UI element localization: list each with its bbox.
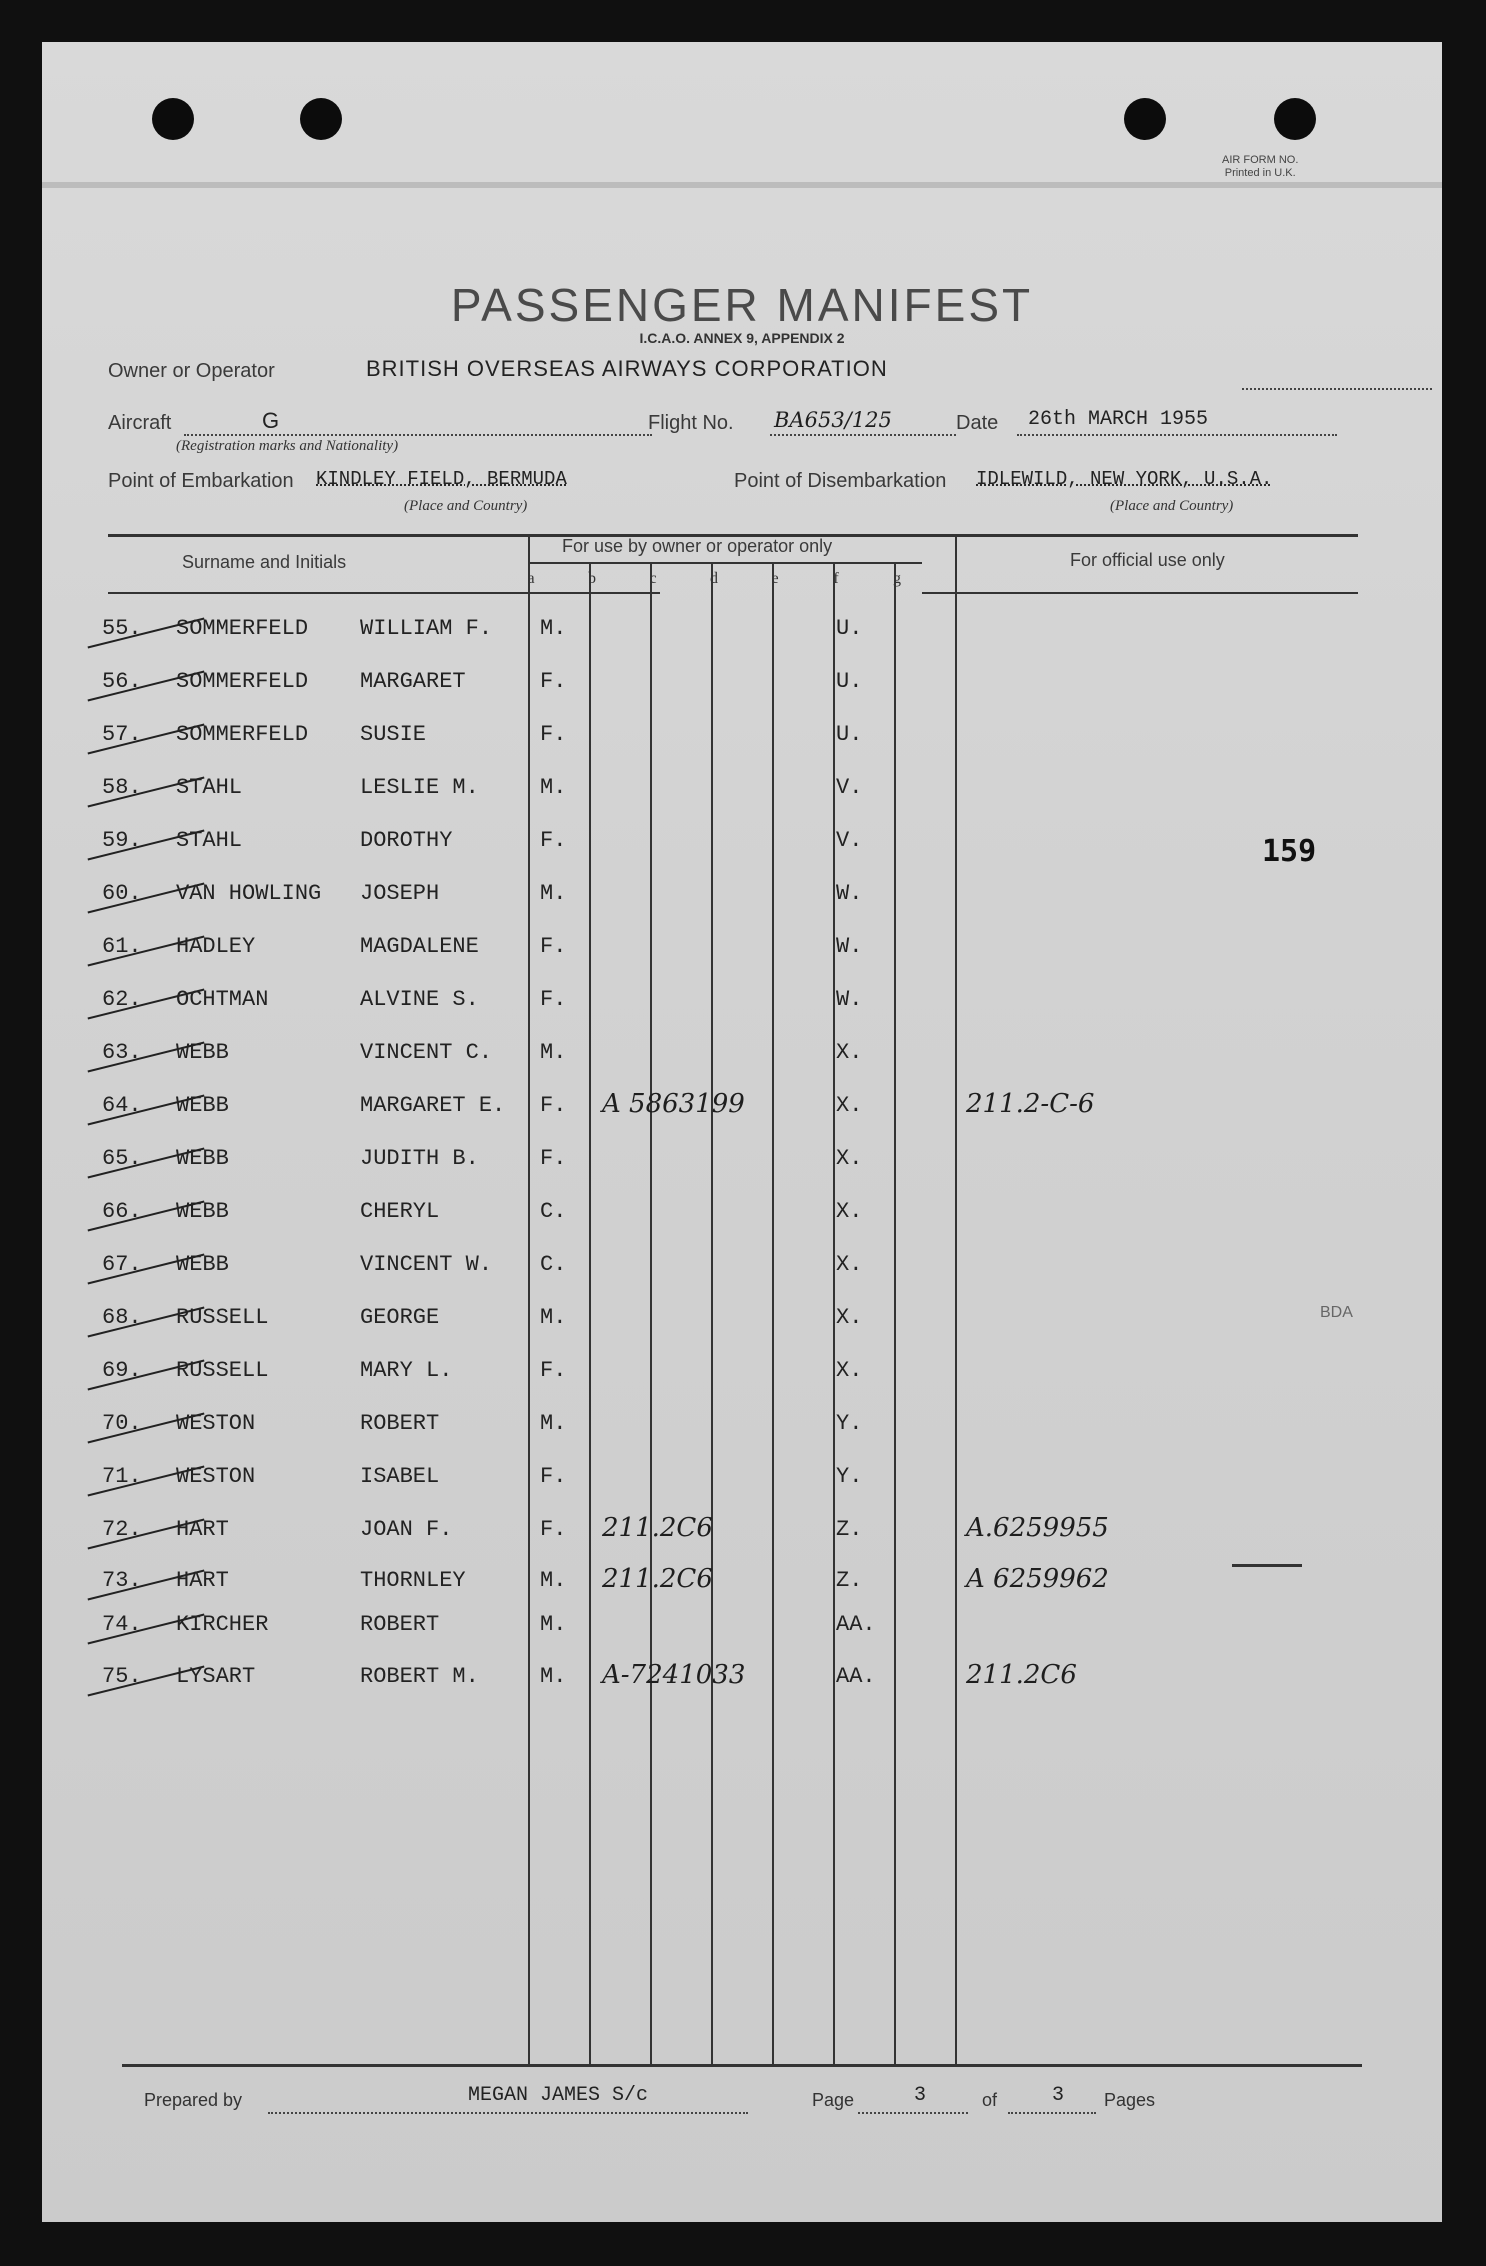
row-surname: WEBB (176, 1093, 229, 1118)
table-row (42, 1146, 1442, 1176)
row-col-a: M. (540, 616, 567, 641)
row-number: 59. (102, 828, 142, 853)
row-col-f: W. (836, 987, 863, 1012)
row-col-a: C. (540, 1199, 567, 1224)
col-official-header: For official use only (1070, 550, 1225, 570)
row-number: 72. (102, 1517, 142, 1542)
row-number: 61. (102, 934, 142, 959)
row-col-f: X. (836, 1146, 863, 1171)
table-header-rule-left (108, 592, 660, 594)
row-official-handwritten: A 6259962 (966, 1564, 1109, 1594)
row-number: 69. (102, 1358, 142, 1383)
row-number: 58. (102, 775, 142, 800)
row-surname: WEBB (176, 1146, 229, 1171)
row-number: 65. (102, 1146, 142, 1171)
row-col-a: F. (540, 1093, 567, 1118)
row-surname: WESTON (176, 1411, 256, 1436)
row-official-handwritten: 211.2-C-6 (966, 1089, 1095, 1119)
row-col-f: W. (836, 934, 863, 959)
manifest-sheet (42, 42, 1442, 2222)
row-col-f: U. (836, 722, 863, 747)
row-number: 64. (102, 1093, 142, 1118)
table-row (42, 881, 1442, 911)
row-given-names: ROBERT (360, 1411, 440, 1436)
official-number: 159 (1262, 834, 1317, 869)
table-row (42, 1411, 1442, 1441)
row-col-a: F. (540, 1146, 567, 1171)
stray-text: BDA (1320, 1304, 1353, 1321)
row-surname: WEBB (176, 1040, 229, 1065)
row-surname: STAHL (176, 775, 243, 800)
table-row (42, 934, 1442, 964)
printed-in-text: Printed in U.K. (1224, 167, 1296, 179)
row-col-a: M. (540, 1612, 567, 1637)
row-given-names: JOSEPH (360, 881, 440, 906)
row-given-names: VINCENT C. (360, 1040, 493, 1065)
disembark-label: Point of Disembarkation (734, 470, 947, 492)
page-label: Page (812, 2090, 855, 2110)
table-header-rule-right (922, 592, 1358, 594)
top-rule (42, 182, 1442, 188)
row-col-bcd-handwritten: A 5863199 (602, 1089, 745, 1119)
row-number: 55. (102, 616, 142, 641)
row-number: 57. (102, 722, 142, 747)
table-row (42, 1464, 1442, 1494)
prepared-value: MEGAN JAMES S/c (468, 2084, 649, 2107)
embark-value: KINDLEY FIELD, BERMUDA (316, 468, 567, 490)
table-row (42, 1040, 1442, 1070)
pages-label: Pages (1104, 2090, 1156, 2110)
row-number: 73. (102, 1568, 142, 1593)
row-col-f: U. (836, 616, 863, 641)
table-row (42, 1252, 1442, 1282)
row-number: 67. (102, 1252, 142, 1277)
row-col-a: F. (540, 987, 567, 1012)
col-c-header: c (649, 570, 657, 587)
flight-label: Flight No. (648, 412, 734, 434)
col-name-header: Surname and Initials (182, 552, 347, 572)
row-given-names: VINCENT W. (360, 1252, 493, 1277)
owner-label: Owner or Operator (108, 360, 275, 382)
stray-mark (1232, 1564, 1302, 1567)
table-row (42, 1513, 1442, 1547)
row-col-a: F. (540, 669, 567, 694)
row-given-names: WILLIAM F. (360, 616, 493, 641)
row-col-a: F. (540, 722, 567, 747)
row-given-names: ISABEL (360, 1464, 440, 1489)
punch-hole (1124, 98, 1166, 140)
row-official-handwritten: A.6259955 (966, 1513, 1109, 1543)
aircraft-dotline (184, 434, 652, 436)
row-surname: VAN HOWLING (176, 881, 322, 906)
row-given-names: ROBERT M. (360, 1664, 479, 1689)
form-number (1222, 154, 1298, 180)
col-divider (528, 534, 530, 2064)
page-value: 3 (914, 2084, 927, 2107)
col-b-header: b (588, 570, 596, 587)
row-col-f: V. (836, 775, 863, 800)
punch-hole (152, 98, 194, 140)
form-number-text: AIR FORM NO. (1222, 154, 1299, 166)
row-surname: WESTON (176, 1464, 256, 1489)
col-d-header: d (710, 570, 718, 587)
row-col-f: Y. (836, 1411, 863, 1436)
row-surname: WEBB (176, 1199, 229, 1224)
date-dotline (1017, 434, 1337, 436)
row-number: 71. (102, 1464, 142, 1489)
row-given-names: MARY L. (360, 1358, 453, 1383)
row-col-f: AA. (836, 1664, 876, 1689)
row-official-handwritten: 211.2C6 (966, 1660, 1077, 1690)
col-f-header: f (833, 570, 839, 587)
table-subheader-rule (528, 562, 922, 564)
table-row (42, 1660, 1442, 1694)
row-surname: KIRCHER (176, 1612, 269, 1637)
punch-hole (1274, 98, 1316, 140)
row-number: 60. (102, 881, 142, 906)
embark-note: (Place and Country) (404, 498, 528, 514)
table-row (42, 987, 1442, 1017)
col-owner-use-header: For use by owner or operator only (562, 536, 833, 556)
table-row (42, 1089, 1442, 1123)
aircraft-value: G (262, 408, 280, 433)
row-number: 70. (102, 1411, 142, 1436)
row-col-bcd-handwritten: 211.2C6 (602, 1564, 713, 1594)
col-e-header: e (771, 570, 779, 587)
row-given-names: ROBERT (360, 1612, 440, 1637)
table-row (42, 616, 1442, 646)
row-number: 63. (102, 1040, 142, 1065)
date-label: Date (956, 412, 999, 434)
row-surname: SOMMERFELD (176, 722, 309, 747)
row-col-a: M. (540, 1411, 567, 1436)
footer-rule (122, 2064, 1362, 2067)
table-row (42, 722, 1442, 752)
row-col-f: W. (836, 881, 863, 906)
of-dotline (1008, 2112, 1096, 2114)
row-col-a: M. (540, 1664, 567, 1689)
row-col-f: X. (836, 1199, 863, 1224)
flight-value: BA653/125 (774, 408, 892, 432)
row-col-f: X. (836, 1358, 863, 1383)
col-g-header: g (893, 570, 901, 587)
row-col-f: X. (836, 1040, 863, 1065)
row-col-a: C. (540, 1252, 567, 1277)
aircraft-note: (Registration marks and Nationality) (176, 438, 399, 454)
row-col-a: M. (540, 1305, 567, 1330)
row-surname: SOMMERFELD (176, 669, 309, 694)
row-surname: SOMMERFELD (176, 616, 309, 641)
row-given-names: MARGARET (360, 669, 466, 694)
row-given-names: GEORGE (360, 1305, 440, 1330)
row-number: 74. (102, 1612, 142, 1637)
row-col-a: F. (540, 1358, 567, 1383)
row-given-names: ALVINE S. (360, 987, 479, 1012)
row-surname: OCHTMAN (176, 987, 269, 1012)
table-row (42, 1612, 1442, 1642)
table-row (42, 1305, 1442, 1335)
table-row (42, 1199, 1442, 1229)
row-surname: HADLEY (176, 934, 256, 959)
row-surname: HART (176, 1517, 229, 1542)
row-number: 66. (102, 1199, 142, 1224)
row-col-f: V. (836, 828, 863, 853)
table-row (42, 828, 1442, 858)
row-number: 62. (102, 987, 142, 1012)
prepared-label: Prepared by (144, 2090, 243, 2110)
disembark-value: IDLEWILD, NEW YORK, U.S.A. (976, 468, 1273, 490)
row-surname: HART (176, 1568, 229, 1593)
page-dotline (858, 2112, 968, 2114)
row-col-a: M. (540, 881, 567, 906)
row-number: 68. (102, 1305, 142, 1330)
row-col-f: X. (836, 1093, 863, 1118)
row-col-f: Y. (836, 1464, 863, 1489)
row-col-f: X. (836, 1252, 863, 1277)
embark-label: Point of Embarkation (108, 470, 294, 492)
row-col-a: F. (540, 934, 567, 959)
row-col-f: AA. (836, 1612, 876, 1637)
row-surname: LYSART (176, 1664, 256, 1689)
row-given-names: JOAN F. (360, 1517, 453, 1542)
flight-dotline (770, 434, 956, 436)
row-col-a: F. (540, 1517, 567, 1542)
table-row (42, 1358, 1442, 1388)
row-surname: RUSSELL (176, 1358, 269, 1383)
row-given-names: MARGARET E. (360, 1093, 506, 1118)
row-col-f: U. (836, 669, 863, 694)
row-col-a: F. (540, 828, 567, 853)
page-subtitle: I.C.A.O. ANNEX 9, APPENDIX 2 (639, 330, 845, 346)
of-label: of (982, 2090, 998, 2110)
row-col-f: Z. (836, 1517, 863, 1542)
punch-hole (300, 98, 342, 140)
row-col-f: Z. (836, 1568, 863, 1593)
table-row (42, 1564, 1442, 1598)
disembark-note: (Place and Country) (1110, 498, 1234, 514)
row-given-names: CHERYL (360, 1199, 440, 1224)
col-divider (955, 534, 957, 2064)
page-title: PASSENGER MANIFEST (450, 279, 1034, 331)
col-a-header: a (527, 570, 535, 587)
table-row (42, 775, 1442, 805)
row-surname: RUSSELL (176, 1305, 269, 1330)
row-given-names: THORNLEY (360, 1568, 466, 1593)
of-value: 3 (1052, 2084, 1065, 2107)
aircraft-label: Aircraft (108, 412, 172, 434)
date-value: 26th MARCH 1955 (1028, 408, 1209, 431)
row-number: 75. (102, 1664, 142, 1689)
table-row (42, 669, 1442, 699)
row-given-names: SUSIE (360, 722, 427, 747)
owner-dotline (1242, 388, 1432, 390)
row-given-names: LESLIE M. (360, 775, 479, 800)
row-col-a: M. (540, 775, 567, 800)
row-col-bcd-handwritten: A-7241033 (602, 1660, 746, 1690)
row-col-a: M. (540, 1040, 567, 1065)
row-col-bcd-handwritten: 211.2C6 (602, 1513, 713, 1543)
row-given-names: DOROTHY (360, 828, 453, 853)
row-col-a: M. (540, 1568, 567, 1593)
row-col-f: X. (836, 1305, 863, 1330)
row-surname: WEBB (176, 1252, 229, 1277)
owner-value: BRITISH OVERSEAS AIRWAYS CORPORATION (366, 356, 888, 381)
row-surname: STAHL (176, 828, 243, 853)
row-number: 56. (102, 669, 142, 694)
row-given-names: JUDITH B. (360, 1146, 479, 1171)
prepared-dotline (268, 2112, 748, 2114)
row-given-names: MAGDALENE (360, 934, 479, 959)
row-col-a: F. (540, 1464, 567, 1489)
